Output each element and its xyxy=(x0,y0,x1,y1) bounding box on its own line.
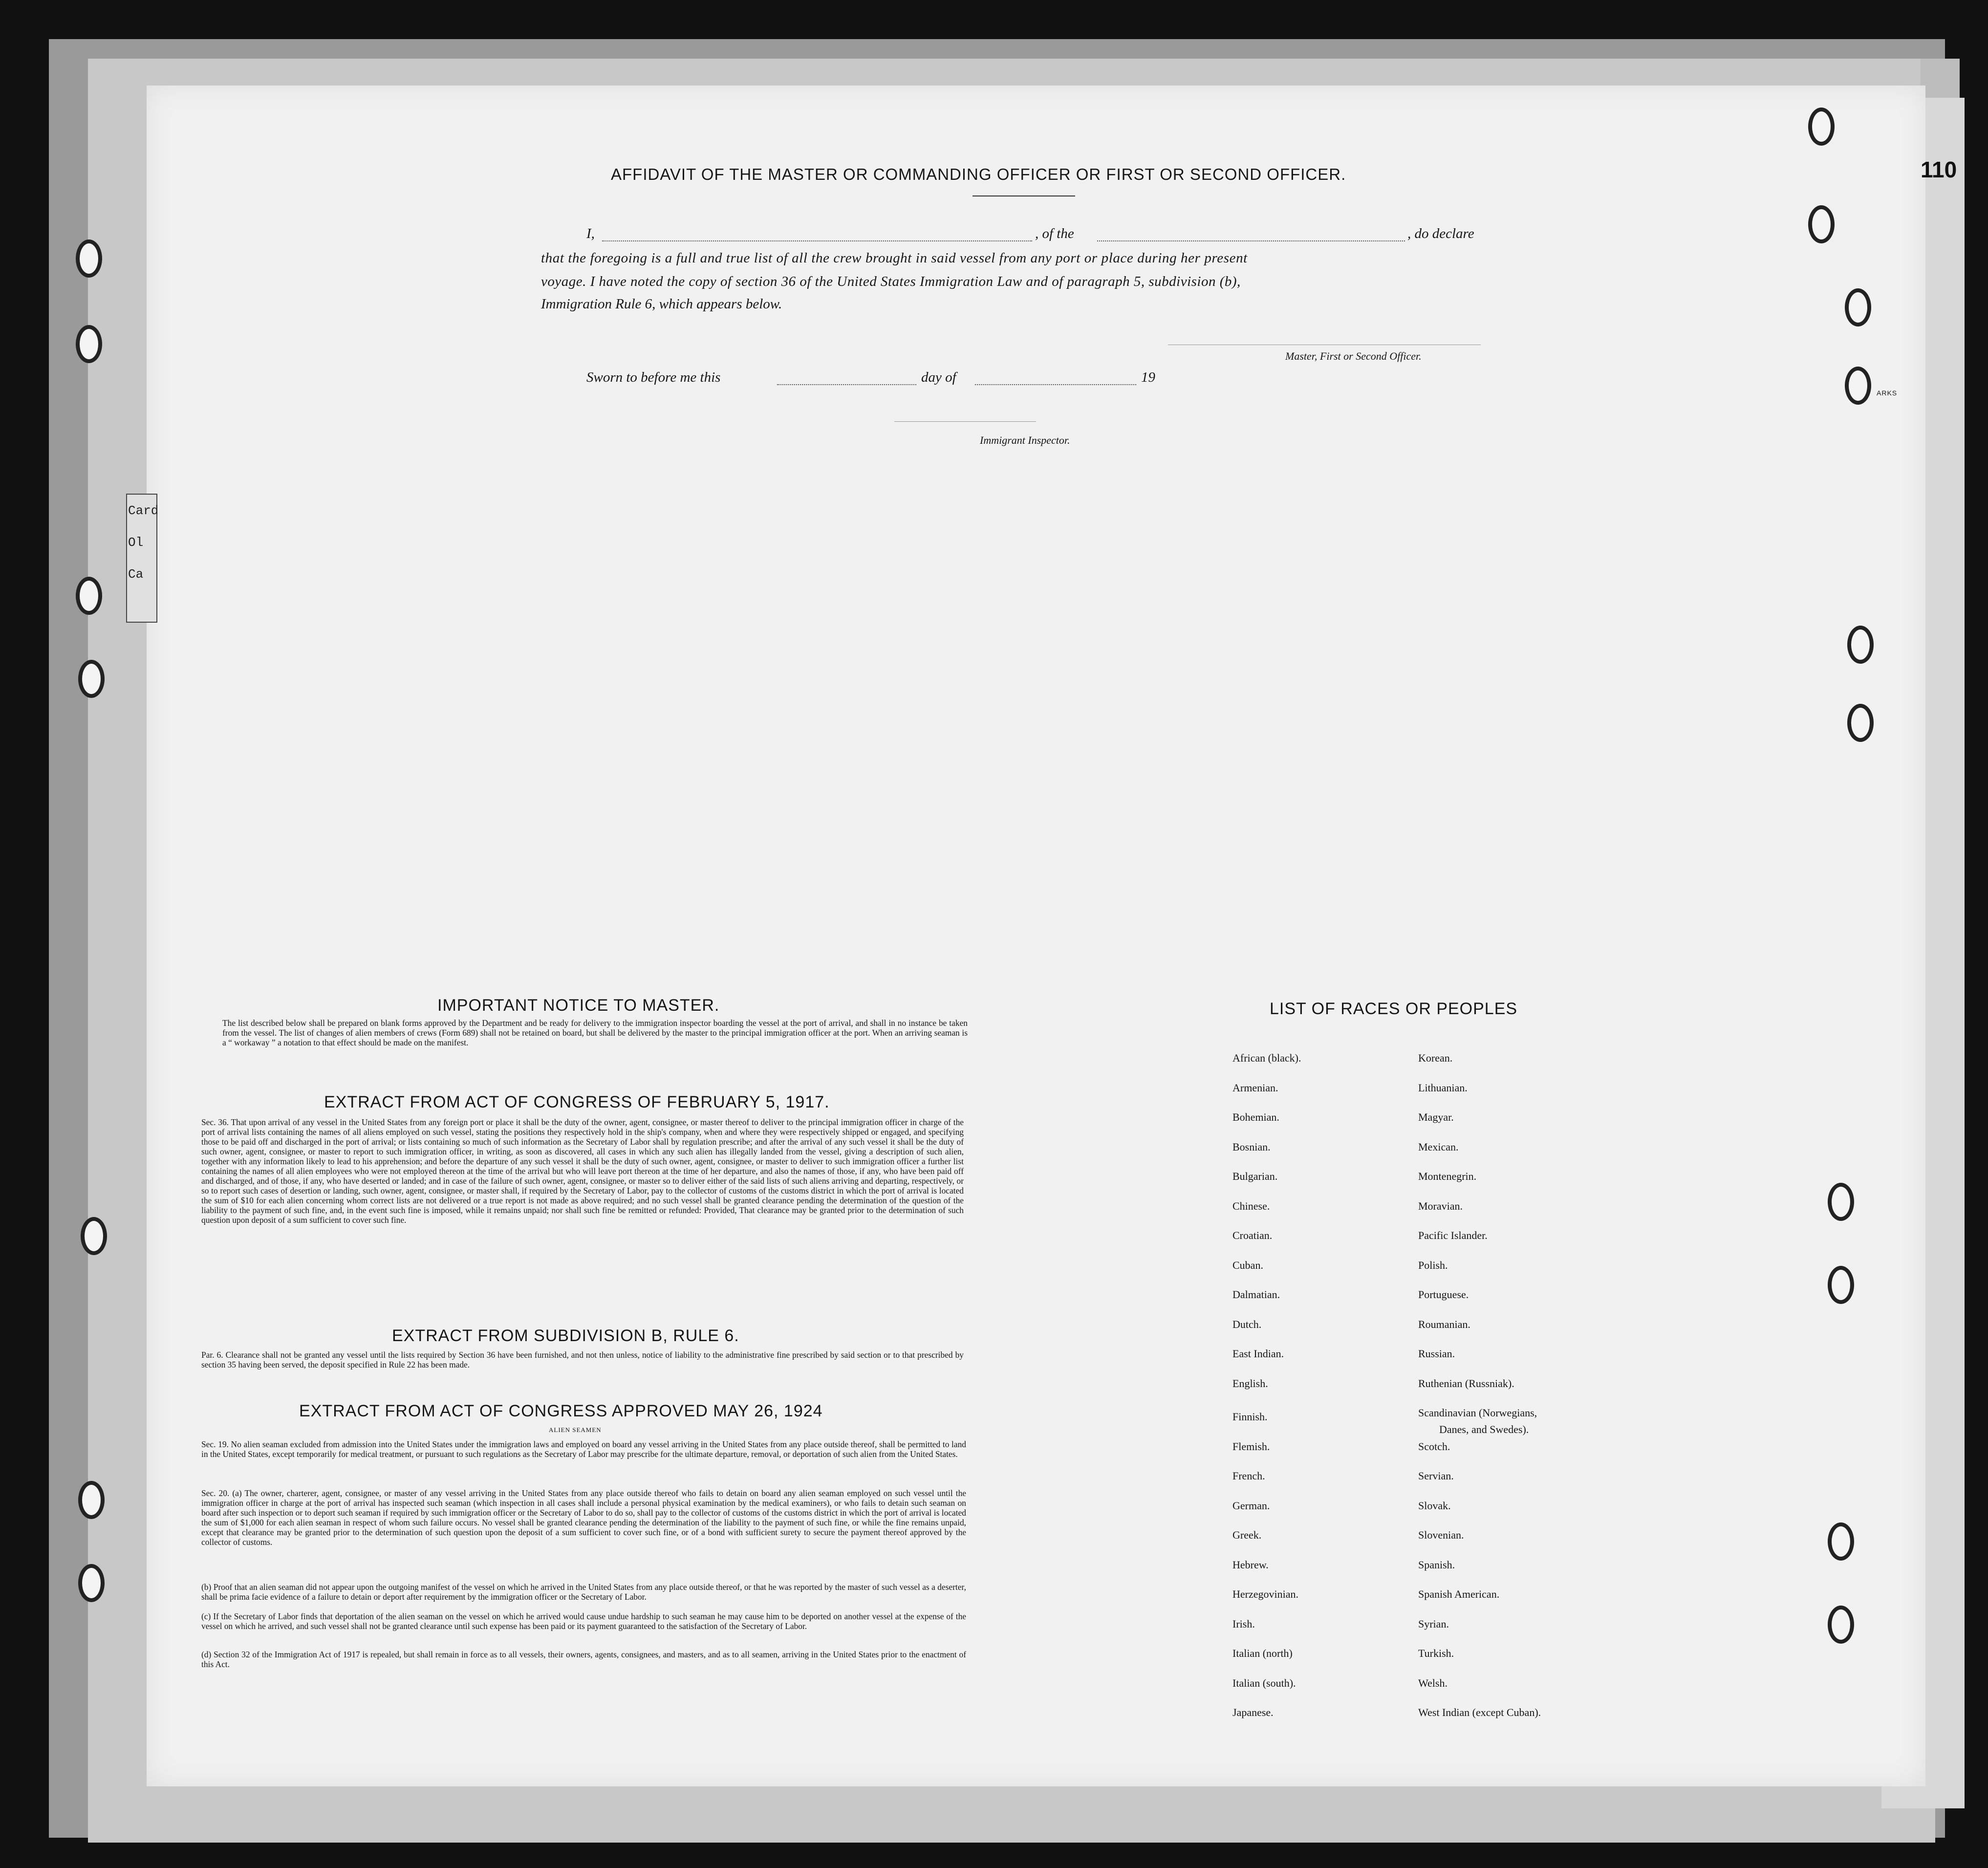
sec20b-text: (b) Proof that an alien seaman did not appear upon the outgoing manifest of the vessel on which he arrived in the United States from any place outside thereof, or that he was reported by the master of such vessel as a deserter, shall be prima facie evidence of a failure to detain or deport after requirement by the immigration officer or the Secretary of Labor. xyxy=(201,1582,966,1602)
race-item: Turkish. xyxy=(1418,1647,1454,1659)
binder-hole xyxy=(1808,108,1835,146)
year-label: 19 xyxy=(1141,369,1155,385)
sec20c-text: (c) If the Secretary of Labor finds that deportation of the alien seaman on the vessel on which he arrived would cause undue hardship to such seaman he may cause him to be deported on another vessel at the expense of the vessel on which he arrived, and such vessel shall not be granted clearance until such expense has been paid or its payment guaranteed to the satisfaction of the Secretary of Labor. xyxy=(201,1611,966,1631)
binder-hole xyxy=(76,239,102,278)
extract-1917-title: EXTRACT FROM ACT OF CONGRESS OF FEBRUARY 5, 1917. xyxy=(324,1093,830,1111)
binder-hole xyxy=(76,325,102,363)
title-rule xyxy=(972,195,1075,196)
race-item: Herzegovinian. xyxy=(1232,1588,1298,1600)
sec20a-text: Sec. 20. (a) The owner, charterer, agent, consignee, or master of any vessel arriving in the United States from any place outside thereof who fails to detain on board any alien seaman employed on such vessel until the immigration officer in charge at the port of arrival has inspected such seaman (which inspection in all cases shall include a personal physical examination by the medical examiners), or who fails to detain such seaman on board after such inspection or to deport such seaman if required by such immigration officer or the Secretary of Labor to do so, shall pay to the collector of customs of the customs district in which the port of arrival is located the sum of $1,000 for each alien seaman in respect of whom such failure occurs. No vessel shall be granted clearance pending the determination of the liability to the payment of such fine, or while the fine remains unpaid, except that clearance may be granted prior to the determination of such question upon the deposit of a sum sufficient to cover such fine, or of a bond with sufficient surety to secure the payment thereof approved by the collector of customs. xyxy=(201,1488,966,1547)
inspector-signature-line[interactable] xyxy=(894,421,1036,422)
race-item: Chinese. xyxy=(1232,1200,1270,1212)
binder-hole xyxy=(1845,288,1871,326)
binder-hole xyxy=(1847,626,1874,664)
notice-title: IMPORTANT NOTICE TO MASTER. xyxy=(437,996,720,1015)
binder-hole xyxy=(1808,205,1835,243)
race-item: Croatian. xyxy=(1232,1229,1273,1241)
race-item: English. xyxy=(1232,1377,1268,1390)
race-item: Lithuanian. xyxy=(1418,1082,1468,1094)
extract-1917-text: Sec. 36. That upon arrival of any vessel in the United States from any foreign port or place it shall be the duty of the owner, agent, consignee, or master thereof to deliver to the principal immigration officer in charge of the port of arrival lists containing the names of all aliens employed on such vessel, stating the positions they respectively hold in the ship's company, when and where they were respectively shipped or engaged, and specifying those to be paid off and discharged in the port of arrival; or lists containing so much of such information as the Secretary of Labor shall by regulation prescribe; and after the arrival of any such vessel it shall be the duty of such owner, agent, consignee, or master to report to such immigration officer, in writing, as soon as discovered, all cases in which any such alien has illegally landed from the vessel, giving a description of such alien, together with any information likely to lead to his apprehension; and before the departure of any such vessel it shall be the duty of such owner, agent, consignee, or master to deliver to such immigration officer a further list containing the names of all alien employees who were not employed thereon at the time of the arrival but who will leave port thereon at the time of her departure, and also the names of those, if any, who have been paid off and discharged, and of those, if any, who have deserted or landed; and in case of the failure of such owner, agent, consignee, or master so to deliver either of the said lists of such aliens arriving and departing, respectively, or so to report such cases of desertion or landing, such owner, agent, consignee, or master shall, if required by the Secretary of Labor, pay to the collector of customs of the customs district in which the port of arrival is located the sum of $10 for each alien concerning whom correct lists are not delivered or a true report is not made as above required; and no such vessel shall be granted clearance pending the determination of the question of the liability to the payment of such fine, and, in the event such fine is imposed, while it remains unpaid; nor shall such fine be remitted or refunded: Provided, That clearance may be granted prior to the determination of such question upon deposit of a sum sufficient to cover such fine. xyxy=(201,1117,964,1225)
extract-1924-title: EXTRACT FROM ACT OF CONGRESS APPROVED MAY 26, 1924 xyxy=(299,1402,823,1420)
race-item: Montenegrin. xyxy=(1418,1170,1477,1182)
affidavit-body-line: that the foregoing is a full and true list of all the crew brought in said vessel from any port or place during her present xyxy=(541,250,1248,266)
binder-hole xyxy=(81,1217,107,1255)
affidavit-body-line: Immigration Rule 6, which appears below. xyxy=(541,296,782,312)
binder-hole xyxy=(1828,1606,1854,1644)
race-item: Russian. xyxy=(1418,1347,1455,1360)
margin-stamp-text: Card xyxy=(128,503,159,518)
race-item: Bohemian. xyxy=(1232,1111,1279,1123)
race-item: African (black). xyxy=(1232,1052,1301,1064)
extract-rule6-text: Par. 6. Clearance shall not be granted any vessel until the lists required by Section 36 have been furnished, and not then unless, notice of liability to the administrative fine prescribed by said section or to that prescribed by section 35 having been served, the deposit specified in Rule 22 has been made. xyxy=(201,1350,964,1369)
race-item: Cuban. xyxy=(1232,1259,1263,1271)
frame-number: 110 xyxy=(1921,157,1957,182)
race-item: West Indian (except Cuban). xyxy=(1418,1706,1541,1718)
affidavit-of-the-label: , of the xyxy=(1035,226,1074,241)
master-signature-label: Master, First or Second Officer. xyxy=(1285,350,1422,362)
vessel-name-field[interactable] xyxy=(1097,240,1405,241)
race-item: Spanish American. xyxy=(1418,1588,1500,1600)
race-item: Magyar. xyxy=(1418,1111,1454,1123)
race-item: Pacific Islander. xyxy=(1418,1229,1488,1241)
sworn-month-field[interactable] xyxy=(975,384,1136,385)
sworn-day-field[interactable] xyxy=(777,384,916,385)
race-item: Dalmatian. xyxy=(1232,1288,1280,1301)
race-item: Moravian. xyxy=(1418,1200,1463,1212)
race-item: Roumanian. xyxy=(1418,1318,1470,1330)
race-item: Korean. xyxy=(1418,1052,1453,1064)
notice-text: The list described below shall be prepared on blank forms approved by the Department and be ready for delivery to the immigration inspector boarding the vessel at the port of arrival, and shall in no instance be taken from the vessel. The list of changes of alien members of crews (Form 689) shall not be retained on board, but shall be delivered by the master to the principal immigration officer at the port. When an arriving seaman is a “ workaway ” a notation to that effect should be made on the manifest. xyxy=(222,1018,968,1047)
binder-hole xyxy=(78,660,105,698)
race-item: Polish. xyxy=(1418,1259,1448,1271)
alien-seamen-subtitle: ALIEN SEAMEN xyxy=(549,1426,602,1434)
binder-hole xyxy=(1847,704,1874,742)
affidavit-do-declare-label: , do declare xyxy=(1407,226,1474,241)
race-item: Hebrew. xyxy=(1232,1559,1269,1571)
affidavit-title: AFFIDAVIT OF THE MASTER OR COMMANDING OFFICER OR FIRST OR SECOND OFFICER. xyxy=(611,165,1346,183)
race-item: Slovenian. xyxy=(1418,1529,1464,1541)
race-item: Spanish. xyxy=(1418,1559,1455,1571)
race-item: Greek. xyxy=(1232,1529,1262,1541)
race-item: French. xyxy=(1232,1470,1265,1482)
affidavit-body-line: voyage. I have noted the copy of section 36 of the United States Immigration Law and of paragraph 5, subdivision (b), xyxy=(541,274,1241,289)
inspector-label: Immigrant Inspector. xyxy=(980,434,1070,446)
race-item: Flemish. xyxy=(1232,1440,1270,1453)
race-item: Japanese. xyxy=(1232,1706,1274,1718)
race-item: East Indian. xyxy=(1232,1347,1284,1360)
binder-hole xyxy=(1845,367,1871,405)
race-item: Bulgarian. xyxy=(1232,1170,1278,1182)
race-item: Finnish. xyxy=(1232,1411,1268,1423)
binder-hole xyxy=(78,1481,105,1519)
race-item: Bosnian. xyxy=(1232,1141,1271,1153)
race-item: Servian. xyxy=(1418,1470,1454,1482)
sec20d-text: (d) Section 32 of the Immigration Act of 1917 is repealed, but shall remain in force as to all vessels, their owners, agents, consignees, and masters, and as to all seamen, arriving in the United States prior to the enactment of this Act. xyxy=(201,1650,966,1669)
race-item: Portuguese. xyxy=(1418,1288,1469,1301)
race-item: German. xyxy=(1232,1499,1270,1512)
margin-stamp-text: Ol xyxy=(128,535,144,550)
binder-hole xyxy=(78,1564,105,1602)
master-name-field[interactable] xyxy=(602,240,1032,241)
race-item: Irish. xyxy=(1232,1618,1255,1630)
race-item: Dutch. xyxy=(1232,1318,1262,1330)
day-of-label: day of xyxy=(921,369,956,385)
binder-hole xyxy=(76,577,102,615)
race-item: Italian (south). xyxy=(1232,1677,1296,1689)
race-item: Scandinavian (Norwegians, xyxy=(1418,1407,1537,1419)
sworn-label: Sworn to before me this xyxy=(586,369,721,385)
remarks-tab-label: ARKS xyxy=(1877,389,1898,397)
race-item: Slovak. xyxy=(1418,1499,1451,1512)
race-item: Mexican. xyxy=(1418,1141,1459,1153)
race-item: Armenian. xyxy=(1232,1082,1278,1094)
races-title: LIST OF RACES OR PEOPLES xyxy=(1270,999,1518,1018)
race-item: Danes, and Swedes). xyxy=(1439,1423,1529,1435)
margin-stamp-text: Ca xyxy=(128,567,144,582)
race-item: Italian (north) xyxy=(1232,1647,1293,1659)
extract-rule6-title: EXTRACT FROM SUBDIVISION B, RULE 6. xyxy=(392,1326,739,1345)
affidavit-i-label: I, xyxy=(586,226,595,241)
race-item: Scotch. xyxy=(1418,1440,1450,1453)
binder-hole xyxy=(1828,1266,1854,1304)
race-item: Ruthenian (Russniak). xyxy=(1418,1377,1514,1390)
race-item: Welsh. xyxy=(1418,1677,1448,1689)
sec19-text: Sec. 19. No alien seaman excluded from admission into the United States under the immigration laws and employed on board any vessel arriving in the United States from any place outside thereof, shall be permitted to land in the United States, except temporarily for medical treatment, or pursuant to such regulations as the Secretary of Labor may prescribe for the ultimate departure, removal, or deportation of such alien from the United States. xyxy=(201,1439,966,1459)
race-item: Syrian. xyxy=(1418,1618,1449,1630)
binder-hole xyxy=(1828,1522,1854,1561)
binder-hole xyxy=(1828,1183,1854,1221)
